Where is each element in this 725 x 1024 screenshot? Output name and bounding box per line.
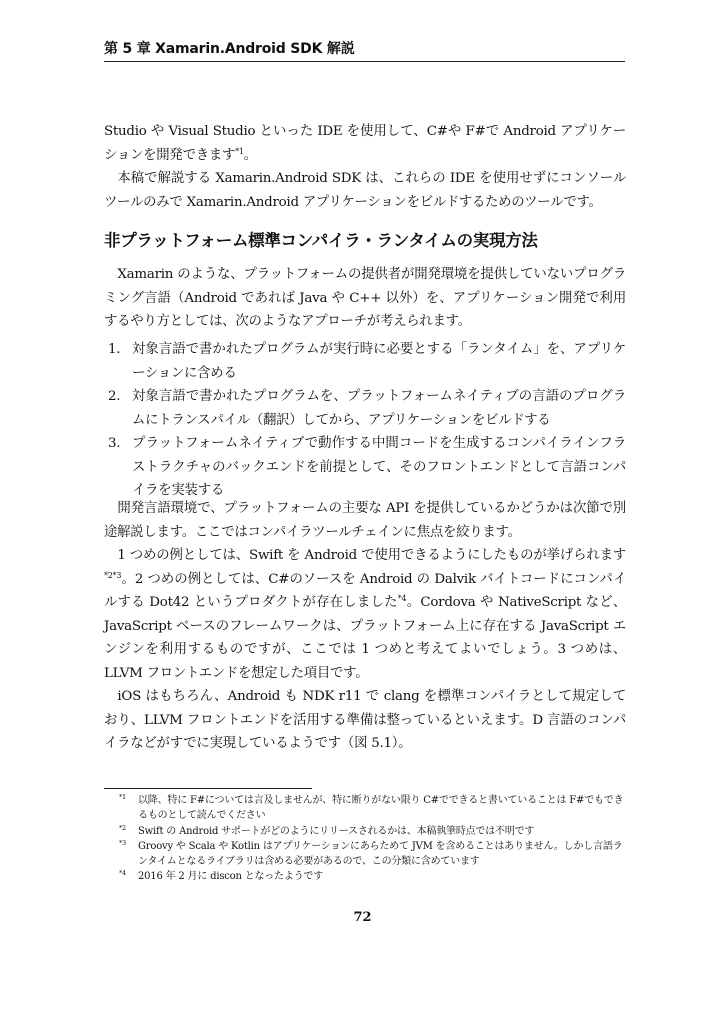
intro-paragraph-1 <box>104 120 626 167</box>
body-paragraph-3 <box>104 685 626 756</box>
footnote-text: 以降、特に F#については言及しませんが、特に断りがない限り C#でできると書いていることは F#でもできるものとして読んでください <box>138 795 624 822</box>
list-item <box>108 385 626 432</box>
approach-list <box>104 338 626 503</box>
list-item <box>108 432 626 503</box>
section-lead <box>104 263 626 334</box>
body-paragraph-2 <box>104 544 626 685</box>
footnote-text: 2016 年 2 月に discon となったようです <box>138 871 324 883</box>
running-head: 第 5 章 Xamarin.Android SDK 解説 <box>104 41 355 57</box>
footnote-text: Groovy や Scala や Kotlin はアプリケーションにあらためて JVM を含めることはありません。しかし言語ランタイムとなるライブラリは含める必要があるので、この分類に含めています <box>138 840 623 868</box>
section-body <box>104 497 626 756</box>
list-number: 3. <box>108 436 121 451</box>
page-number: 72 <box>353 910 372 925</box>
paragraph-text: 。2 つめの例としては、C#のソースを Android の Dalvik バイトコードにコンパイルする Dot42 というプロダクトが存在しました <box>104 571 626 610</box>
paragraph-text: 開発言語環境で、プラットフォームの主要な API を提供しているかどうかは次節で別途解説します。ここではコンパイラツールチェインに焦点を絞ります。 <box>104 501 626 540</box>
section-heading: 非プラットフォーム標準コンパイラ・ランタイムの実現方法 <box>104 231 538 250</box>
footnote-mark: *4 <box>119 869 126 878</box>
intro-paragraph-2: 本稿で解説する Xamarin.Android SDK は、これらの IDE を使用せずにコンソールツールのみで Xamarin.Android アプリケーションをビルドするためのツールです。 <box>104 171 626 210</box>
footnote-mark: *3 <box>119 838 126 847</box>
list-number: 2. <box>108 389 121 404</box>
list-item-text: 対象言語で書かれたプログラムを、プラットフォームネイティブの言語のプログラムにトランスパイル（翻訳）してから、アプリケーションをビルドする <box>132 389 626 428</box>
intro-block <box>104 120 626 214</box>
footnotes <box>104 793 626 885</box>
footnote-3 <box>104 839 626 870</box>
paragraph-text: iOS はもちろん、Android も NDK r11 で clang を標準コンパイラとして規定しており、LLVM フロントエンドを活用する準備は整っているといえます。D 言語のコンパイラなどがすでに実現しているようです（図 5.1）。 <box>104 689 626 751</box>
list-item <box>108 338 626 385</box>
list-item-text: プラットフォームネイティブで動作する中間コードを生成するコンパイラインフラストラクチャのバックエンドを前提として、そのフロントエンドとして言語コンパイラを実装する <box>132 436 626 498</box>
footnote-text: Swift の Android サポートがどのようにリリースされるかは、本稿執筆時点では不明です <box>138 825 535 837</box>
footnote-2 <box>104 824 626 839</box>
footnote-ref[interactable]: *2*3 <box>104 570 122 580</box>
footnote-mark: *2 <box>119 823 126 832</box>
footnote-rule <box>104 788 312 789</box>
footnote-ref[interactable]: *1 <box>235 146 244 156</box>
footnote-mark: *1 <box>119 793 126 801</box>
lead-paragraph: Xamarin のような、プラットフォームの提供者が開発環境を提供していないプログラミング言語（Android であれば Java や C++ 以外）を、アプリケーション開発で利用するやり方としては、次のようなアプローチが考えられます。 <box>104 267 626 329</box>
list-item-text: 対象言語で書かれたプログラムが実行時に必要とする「ランタイム」を、アプリケーションに含める <box>132 342 626 381</box>
footnote-4 <box>104 869 626 884</box>
paragraph-text: 。Cordova や NativeScript など、JavaScript ベースのフレームワークは、プラットフォーム上に存在する JavaScript エンジンを利用するものですが、ここでは 1 つめと考えてよいでしょう。3 つめは、LLVM フロントエンドを想定した項目です。 <box>104 595 626 681</box>
footnote-ref[interactable]: *4 <box>397 594 407 603</box>
paragraph-text: 1 つめの例としては、Swift を Android で使用できるようにしたものが挙げられます <box>117 548 626 563</box>
list-number: 1. <box>108 342 121 357</box>
body-paragraph-1 <box>104 497 626 544</box>
paragraph-text: Studio や Visual Studio といった IDE を使用して、C#や F#で Android アプリケーションを開発できます <box>104 124 626 163</box>
header-rule <box>104 61 625 62</box>
footnote-1 <box>104 793 626 824</box>
paragraph-text: 。 <box>243 147 257 163</box>
